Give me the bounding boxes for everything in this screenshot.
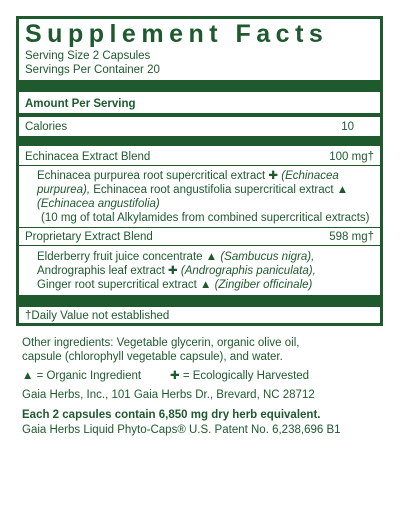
daily-value-footnote: †Daily Value not established — [25, 310, 170, 322]
row-divider — [19, 227, 380, 228]
blend1-name: Echinacea Extract Blend — [25, 151, 151, 163]
other-ingredients-line: capsule (chlorophyll vegetable capsule), and water. — [22, 351, 283, 363]
other-ingredients-line: Other ingredients: Vegetable glycerin, organic olive oil, — [22, 337, 300, 349]
blend1-alkylamides-note: (10 mg of total Alkylamides from combined supercritical extracts) — [41, 212, 370, 224]
row-divider — [19, 165, 380, 166]
blend2-line3-latin: (Zingiber officinale) — [214, 279, 313, 291]
legend-organic: ▲ = Organic Ingredient — [22, 370, 142, 382]
blend2-ingredient-line — [37, 250, 314, 264]
blend2-ingredient-line — [37, 264, 316, 278]
medium-divider — [19, 113, 380, 117]
blend2-name: Proprietary Extract Blend — [25, 231, 153, 243]
dry-herb-equivalent: Each 2 capsules contain 6,850 mg dry herb equivalent. — [22, 409, 321, 421]
thick-divider — [19, 136, 380, 146]
company-address: Gaia Herbs, Inc., 101 Gaia Herbs Dr., Brevard, NC 28712 — [22, 389, 315, 401]
blend1-line2-latin: purpurea), — [37, 184, 91, 196]
row-divider — [19, 245, 380, 246]
blend2-ingredient-line — [37, 278, 312, 292]
blend1-ingredient-line: (Echinacea angustifolia) — [37, 198, 160, 210]
calories-label: Calories — [25, 121, 68, 133]
panel-title: Supplement Facts — [25, 20, 329, 48]
blend1-ingredient-line — [37, 169, 339, 183]
thick-divider — [19, 295, 380, 307]
blend1-line1-text: Echinacea purpurea root supercritical extract ✚ — [37, 170, 282, 182]
serving-size: Serving Size 2 Capsules — [25, 50, 151, 62]
blend2-amount: 598 mg† — [329, 231, 374, 243]
blend1-ingredient-line — [37, 183, 348, 197]
blend1-line1-latin: (Echinacea — [281, 170, 339, 182]
blend2-line1-latin: (Sambucus nigra), — [220, 251, 315, 263]
thick-divider — [19, 80, 380, 92]
legend-ecologically-harvested: ✚ = Ecologically Harvested — [170, 370, 310, 382]
amount-per-serving-heading: Amount Per Serving — [25, 98, 136, 110]
patent-notice: Gaia Herbs Liquid Phyto-Caps® U.S. Patent No. 6,238,696 B1 — [22, 424, 341, 436]
servings-per-container: Servings Per Container 20 — [25, 64, 160, 76]
blend1-amount: 100 mg† — [329, 151, 374, 163]
calories-value: 10 — [341, 121, 354, 133]
blend2-line2-text: Andrographis leaf extract ✚ — [37, 265, 181, 277]
blend2-line3-text: Ginger root supercritical extract ▲ — [37, 279, 215, 291]
blend2-line2-latin: (Andrographis paniculata), — [180, 265, 316, 277]
supplement-facts-panel — [16, 16, 383, 326]
blend2-line1-text: Elderberry fruit juice concentrate ▲ — [37, 251, 221, 263]
blend1-line2-text: Echinacea root angustifolia supercritical extract ▲ — [90, 184, 349, 196]
